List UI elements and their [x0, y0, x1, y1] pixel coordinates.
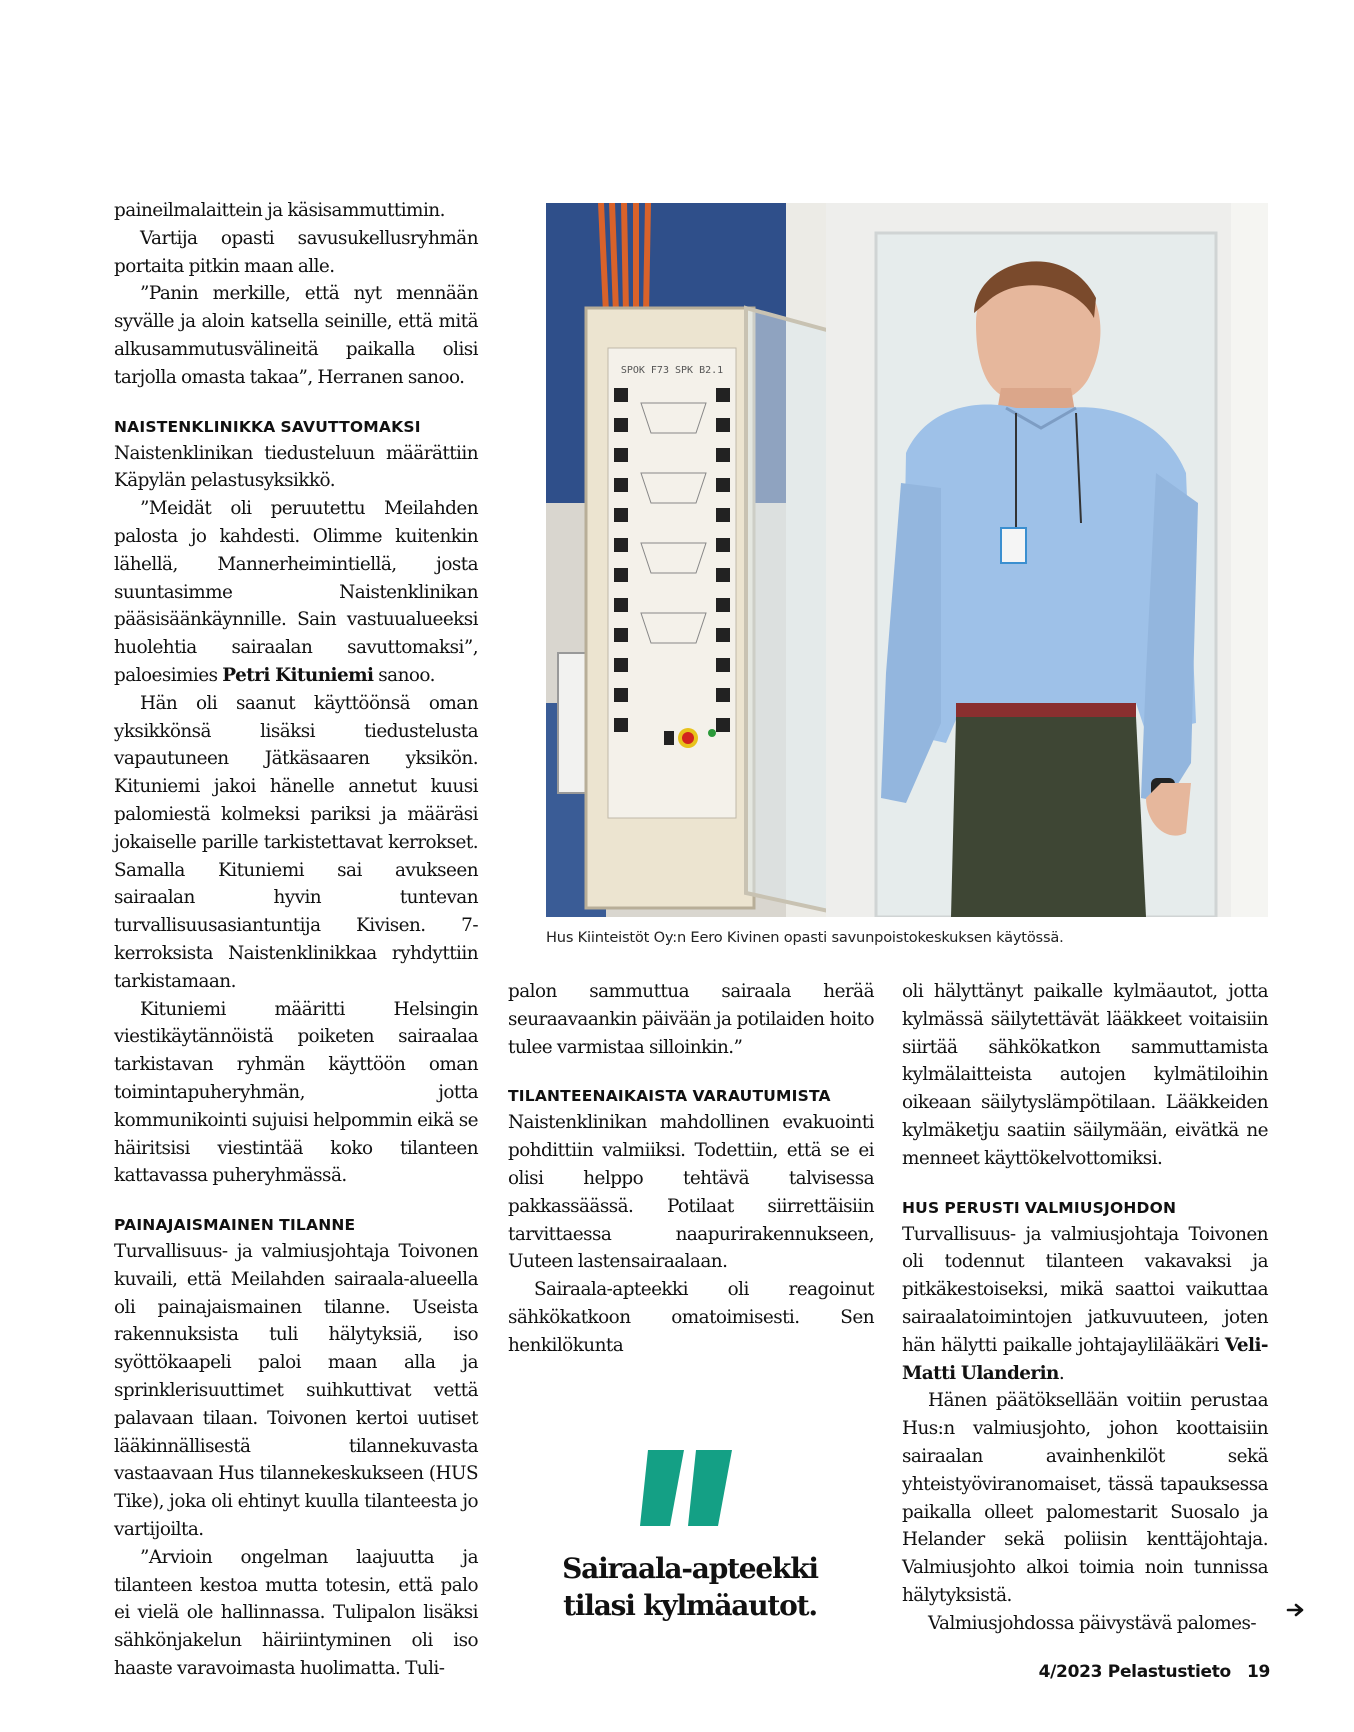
paragraph: ”Panin merkille, että nyt mennään syvälle ja aloin katsella seinille, että mitä alkusammutusvälineitä paikalla olisi tarjolla omasta takaa”, Herranen sanoo. [114, 283, 478, 388]
panel-label: SPOK F73 SPK B2.1 [620, 365, 724, 376]
paragraph-text: sanoo. [373, 664, 435, 686]
paragraph-text: . [1058, 1362, 1065, 1384]
pull-quote-line: Sairaala-apteekki [562, 1552, 818, 1585]
paragraph: ”Arvioin ongelman laajuutta ja tilanteen kestoa mutta totesin, että palo ei vielä ole hallinnassa. Tulipalon lisäksi sähkönjakelun häiriintyminen oli iso haaste varavoimasta huolimatta. Tuli- [114, 1546, 478, 1680]
subheading: PAINAJAISMAINEN TILANNE [114, 1216, 356, 1235]
pull-quote [560, 1550, 820, 1624]
issue-label: 4/2023 Pelastustieto [1038, 1662, 1231, 1682]
paragraph [114, 495, 478, 690]
paragraph: Turvallisuus- ja valmiusjohtaja Toivonen kuvaili, että Meilahden sairaala-alueella oli painajaismainen tilanne. Useista rakennuksista tuli hälytyksiä, iso syöttökaapeli paloi maan alla ja sprinklerisuuttimet suihkuttivat vettä palavaan tilaan. Toivonen kertoi uutiset lääkinnällisestä tilannekuvasta vastaavaan Hus tilannekeskukseen (HUS Tike), joka oli ehtinyt kuulla tilanteesta jo vartijoilta. [114, 1241, 478, 1541]
arrow-right-icon [1286, 1602, 1306, 1618]
pull-quote-line: tilasi kylmäautot. [563, 1589, 817, 1622]
paragraph [902, 1221, 1268, 1388]
subheading: HUS PERUSTI VALMIUSJOHDON [902, 1198, 1177, 1217]
paragraph: Vartija opasti savusukellusryhmän portaita pitkin maan alle. [114, 227, 478, 277]
paragraph: Hänen päätöksellään voitiin perustaa Hus:n valmiusjohto, johon koottaisiin sairaalan avainhenkilöt sekä yhteistyöviranomaiset, tässä tapauksessa paikalla olleet palomestarit Suosalo ja Helander sekä poliisin kenttäjohtaja. Valmiusjohto alkoi toimia noin tunnissa hälytyksistä. [902, 1390, 1268, 1606]
paragraph-text: Turvallisuus- ja valmiusjohtaja Toivonen oli todennut tilanteen vakavaksi ja pitkäkestoiseksi, mikä saattoi vaikuttaa sairaalatoimintojen jatkuvuuteen, joten hän hälytti paikalle johtajaylilääkäri [902, 1223, 1268, 1356]
paragraph: Sairaala-apteekki oli reagoinut sähkökatkoon omatoimisesti. Sen henkilökunta [508, 1279, 874, 1356]
person-name: Petri Kituniemi [222, 664, 374, 686]
page-footer [1039, 1662, 1270, 1682]
person-name: Veli-Matti Ulanderin [902, 1334, 1268, 1384]
page-number: 19 [1246, 1662, 1270, 1682]
paragraph: oli hälyttänyt paikalle kylmäautot, jotta kylmässä säilytettävät lääkkeet voitaisiin siirtää sähkökatkon sammuttamista kylmälaitteista autojen kylmätiloihin oikeaan säilytyslämpötilaan. Lääkkeiden kylmäketju saatiin säilymään, eivätkä ne menneet käyttökelvottomiksi. [902, 981, 1268, 1169]
article-column-1 [114, 197, 478, 1683]
subheading: NAISTENKLINIKKA SAVUTTOMAKSI [114, 417, 421, 436]
paragraph: Naistenklinikan tiedusteluun määrättiin Käpylän pelastusyksikkö. [114, 442, 478, 492]
subheading: TILANTEENAIKAISTA VARAUTUMISTA [508, 1087, 831, 1106]
paragraph: paineilmalaittein ja käsisammuttimin. [114, 200, 445, 221]
paragraph: Kituniemi määritti Helsingin viestikäytännöistä poiketen sairaalaa tarkistavan ryhmän käyttöön oman toimintapuheryhmän, jotta kommunikointi sujuisi helpommin eikä se häiritsisi viestintää koko tilanteen kattavassa puheryhmässä. [114, 998, 478, 1187]
paragraph-text: ”Meidät oli peruutettu Meilahden palosta jo kahdesti. Olimme kuitenkin lähellä, Mannerheimintiellä, josta suuntasimme Naistenklinikan pääsisäänkäynnille. Sain vastuualueeksi huolehtia sairaalan savuttomaksi”, paloesimies [114, 498, 478, 686]
paragraph: Naistenklinikan mahdollinen evakuointi pohdittiin valmiiksi. Todettiin, että se ei olisi helppo tehtävä talvisessa pakkassäässä. Potilaat siirrettäisiin tarvittaessa naapurirakennukseen, Uuteen lastensairaalaan. [508, 1112, 874, 1273]
paragraph: Hän oli saanut käyttöönsä oman yksikkönsä lisäksi tiedustelusta vapautuneen Jätkäsaaren yksikön. Kituniemi jakoi hänelle annetut kuusi palomiestä kolmeksi pariksi ja määräsi jokaiselle parille tarkistettavat kerrokset. Samalla Kituniemi sai avukseen sairaalan hyvin tuntevan turvallisuusasiantuntija Kivisen. 7-kerroksista Naistenklinikkaa ryhdyttiin tarkistamaan. [114, 692, 478, 992]
quote-mark-icon [640, 1448, 740, 1528]
paragraph: Valmiusjohdossa päivystävä palomes- [928, 1612, 1256, 1634]
article-column-2 [508, 978, 874, 1360]
article-photo [546, 203, 1268, 917]
photo-caption: Hus Kiinteistöt Oy:n Eero Kivinen opasti savunpoistokeskuksen käytössä. [546, 929, 1064, 946]
article-column-3 [902, 978, 1268, 1638]
paragraph: palon sammuttua sairaala herää seuraavaankin päivään ja potilaiden hoito tulee varmistaa silloinkin.” [508, 981, 874, 1058]
